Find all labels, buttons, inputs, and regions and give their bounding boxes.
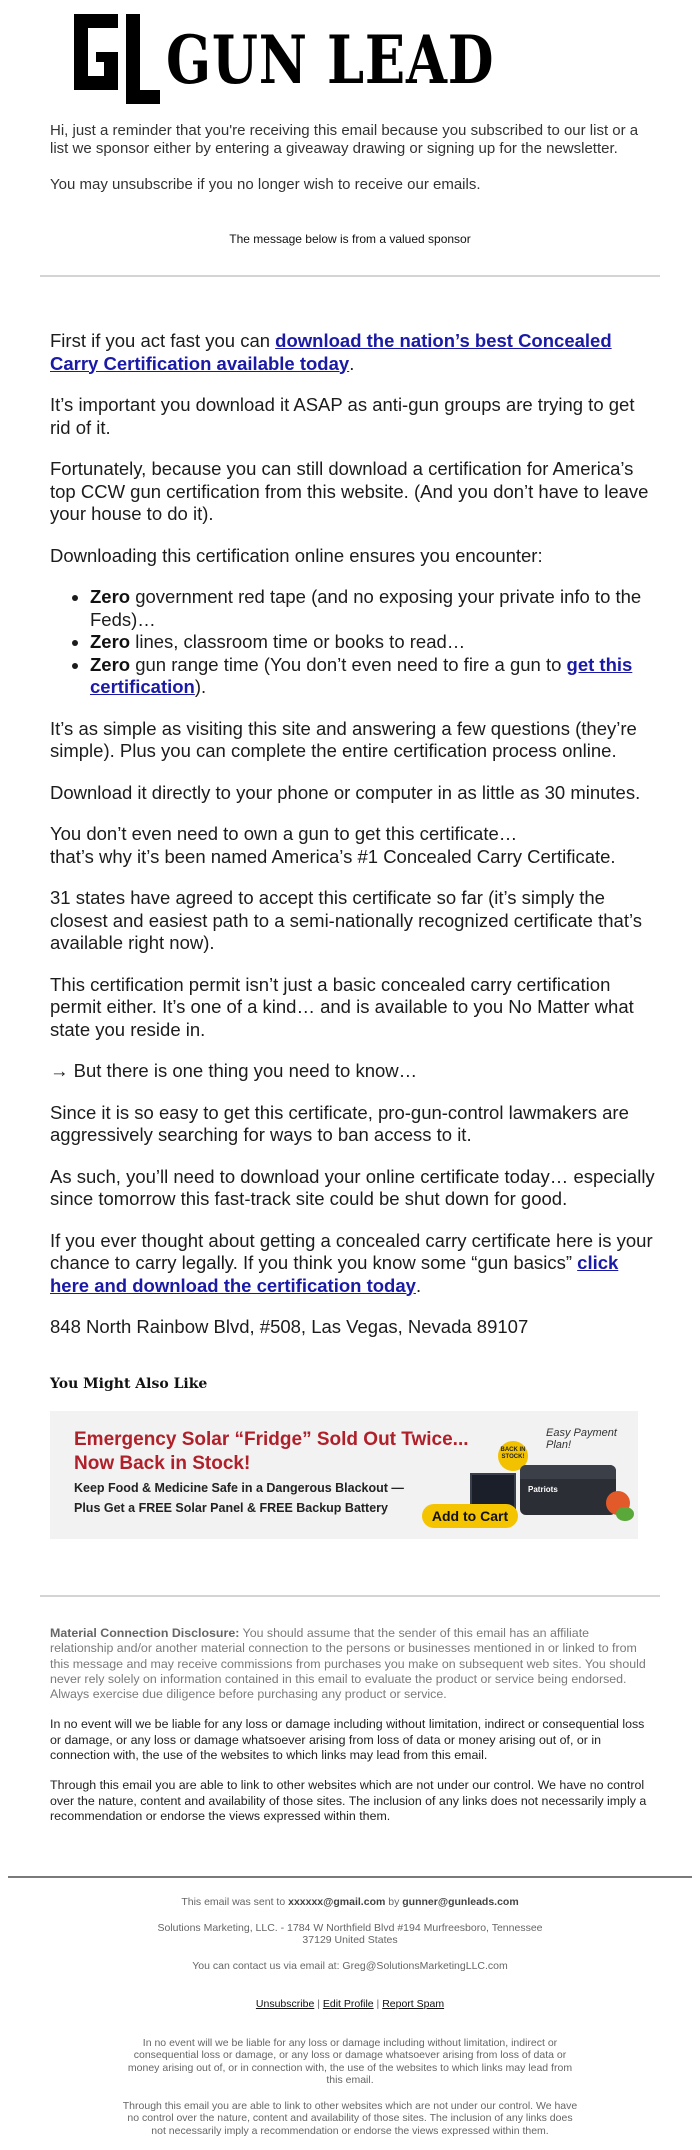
sent-to-line: This email was sent to xxxxxx@gmail.com by gunner@gunleads.com (181, 1896, 519, 1908)
add-to-cart-button[interactable]: Add to Cart (422, 1504, 518, 1528)
ad-headline-2: Now Back in Stock! (74, 1453, 251, 1474)
divider (40, 275, 660, 277)
main-article (50, 330, 656, 1358)
ad-subline-2: Plus Get a FREE Solar Panel & FREE Backup Battery (74, 1501, 388, 1515)
solar-fridge-ad-banner[interactable] (50, 1411, 638, 1539)
report-spam-link[interactable]: Report Spam (382, 1998, 445, 2010)
logo (72, 12, 512, 106)
list-item: • Zero lines, classroom time or books to read… (90, 631, 656, 654)
intro (50, 122, 650, 212)
paragraph-5: It’s as simple as visiting this site and answering a few questions (they’re simple). Plus you can complete the entire certification process online. (50, 717, 637, 761)
product-brand: Patriots (528, 1485, 558, 1494)
logo-text: GUN LEAD (166, 21, 495, 99)
liability-disclaimer: In no event will we be liable for any loss or damage including without limitation, indirect or consequential loss or damage, or any loss or damage whatsoever arising from loss of data or money arising out of, or in connection with, the use of the websites to which links may lead from this email. (50, 1717, 645, 1763)
paragraph-3: Fortunately, because you can still download a certification for America’s top CCW gun certification from this website. (And you don’t have to leave your house to do it). (50, 458, 649, 524)
ad-subline: Keep Food & Medicine Safe in a Dangerous Blackout — (74, 1481, 404, 1495)
unsubscribe-link[interactable]: Unsubscribe (255, 1998, 315, 2010)
intro-subscription-note: Hi, just a reminder that you're receiving this email because you subscribed to our list or a list we sponsor either by entering a giveaway drawing or signing up for the newsletter. (50, 122, 639, 157)
paragraph-2: It’s important you download it ASAP as anti-gun groups are trying to get rid of it. (50, 394, 635, 438)
divider (40, 1595, 660, 1597)
list-item: • Zero gun range time (You don’t even need to fire a gun to get this certification). (90, 654, 656, 699)
sender-address: 848 North Rainbow Blvd, #508, Las Vegas, Nevada 89107 (50, 1316, 529, 1337)
easy-payment-note: Easy Payment Plan! (546, 1427, 617, 1451)
also-like-heading: You Might Also Like (50, 1376, 208, 1392)
disclosure (50, 1626, 650, 1839)
paragraph-9: This certification permit isn’t just a basic concealed carry certification permit either. It’s one of a kind… and is available to you No Matter what state you reside in. (50, 973, 634, 1040)
paragraph-6: Download it directly to your phone or computer in as little as 30 minutes. (50, 781, 641, 803)
paragraph-7: You don’t even need to own a gun to get this certificate… that’s why it’s been named America’s #1 Concealed Carry Certificate. (50, 823, 616, 867)
contact-line: You can contact us via email at: Greg@SolutionsMarketingLLC.com (192, 1959, 508, 1972)
divider (8, 1876, 692, 1878)
paragraph-8: 31 states have agreed to accept this certificate so far (it’s simply the closest and easiest path to a semi-nationally recognized certificate that’s available right now). (50, 887, 642, 953)
download-certification-link[interactable]: download the nation’s best Concealed Carry Certification available today (50, 330, 612, 374)
material-connection-disclosure: Material Connection Disclosure: You should assume that the sender of this email has an affiliate relationship and/or another material connection to the persons or businesses mentioned in or linked to from this message and may receive commissions from purchases you make on subsequent web sites. You should never rely solely on information contained in this email to evaluate the product or service being endorsed. Always exercise due diligence before purchasing any product or service. (50, 1626, 646, 1702)
paragraph-12: As such, you’ll need to download your online certificate today… especially since tomorrow this fast-track site could be shut down for good. (50, 1165, 655, 1209)
footer-legal-1: In no event will we be liable for any loss or damage including without limitation, indirect or consequential loss or damage, or any loss or damage whatsoever arising from loss of data or money arising out of, or in connection with, the use of the websites to which links may lead from this email. (127, 2036, 573, 2086)
download-today-link[interactable]: click here and download the certification today (50, 1252, 619, 1296)
sponsor-note: The message below is from a valued sponsor (229, 232, 471, 246)
gl-monogram-icon (72, 12, 164, 106)
company-address: Solutions Marketing, LLC. - 1784 W Northfield Blvd #194 Murfreesboro, Tennessee 37129 United States (157, 1921, 543, 1946)
food-image (616, 1507, 634, 1521)
edit-profile-link[interactable]: Edit Profile (322, 1998, 374, 2010)
list-item: • Zero government red tape (and no exposing your private info to the Feds)… (90, 586, 656, 631)
get-certification-link[interactable]: get this certification (90, 653, 633, 697)
recipient-email: xxxxxx@gmail.com (288, 1896, 386, 1908)
benefits-list (50, 586, 656, 699)
solar-fridge-image (520, 1465, 616, 1515)
footer (120, 1896, 580, 2150)
external-links-disclaimer: Through this email you are able to link to other websites which are not under our control. We have no control over the nature, content and availability of those sites. The inclusion of any links does not necessarily imply a recommendation or endorse the views expressed within them. (50, 1778, 647, 1823)
ad-headline: Emergency Solar “Fridge” Sold Out Twice... (74, 1429, 469, 1450)
paragraph-13: If you ever thought about getting a concealed carry certificate here is your chance to carry legally. If you think you know some “gun basics” click here and download the certification today. (50, 1229, 653, 1296)
paragraph-10: → But there is one thing you need to know… (50, 1060, 418, 1081)
footer-links: Unsubscribe | Edit Profile | Report Spam (255, 1998, 445, 2010)
sender-email: gunner@gunleads.com (402, 1896, 519, 1908)
footer-legal-2: Through this email you are able to link to other websites which are not under our control. We have no control over the nature, content and availability of those sites. The inclusion of any links does not necessarily imply a recommendation or endorse the views expressed within them. (122, 2099, 578, 2137)
intro-unsubscribe-note: You may unsubscribe if you no longer wish to receive our emails. (50, 176, 481, 193)
paragraph-11: Since it is so easy to get this certificate, pro-gun-control lawmakers are aggressively searching for ways to ban access to it. (50, 1101, 629, 1145)
paragraph-4: Downloading this certification online ensures you encounter: (50, 544, 543, 566)
back-in-stock-badge: BACK IN STOCK! (498, 1441, 528, 1471)
paragraph-1: First if you act fast you can download the nation’s best Concealed Carry Certification available today. (50, 330, 612, 374)
